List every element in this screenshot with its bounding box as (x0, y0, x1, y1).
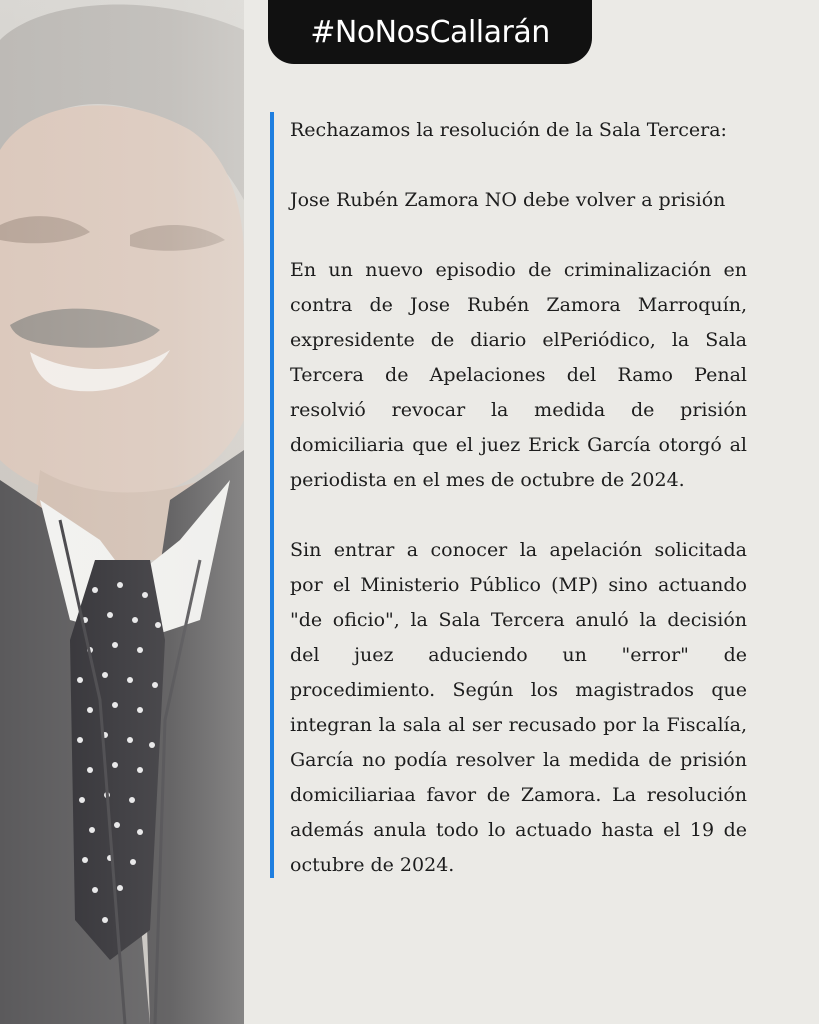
article-paragraph-2: Sin entrar a conocer la apelación solicitada por el Ministerio Público (MP) sino actuando "de oficio", la Sala Tercera anuló la decisión del juez aduciendo un "error" de procedimiento. Según los magistrados que integran la sala al ser recusado por la Fiscalía, García no podía resolver la medida de prisión domiciliariaa favor de Zamora. La resolución además anula todo lo actuado hasta el 19 de octubre de 2024. (290, 539, 747, 876)
portrait-photo (0, 0, 244, 1024)
article-heading: Rechazamos la resolución de la Sala Tercera: (290, 119, 727, 141)
article-body (290, 113, 747, 883)
article-subheading: Jose Rubén Zamora NO debe volver a prisión (290, 189, 726, 211)
accent-divider (270, 112, 274, 878)
hashtag-text: #NoNosCallarán (310, 14, 550, 50)
article-paragraph-1: En un nuevo episodio de criminalización en contra de Jose Rubén Zamora Marroquín, expresidente de diario elPeriódico, la Sala Tercera de Apelaciones del Ramo Penal resolvió revocar la medida de prisión domiciliaria que el juez Erick García otorgó al periodista en el mes de octubre de 2024. (290, 259, 747, 491)
hashtag-banner (268, 0, 592, 64)
